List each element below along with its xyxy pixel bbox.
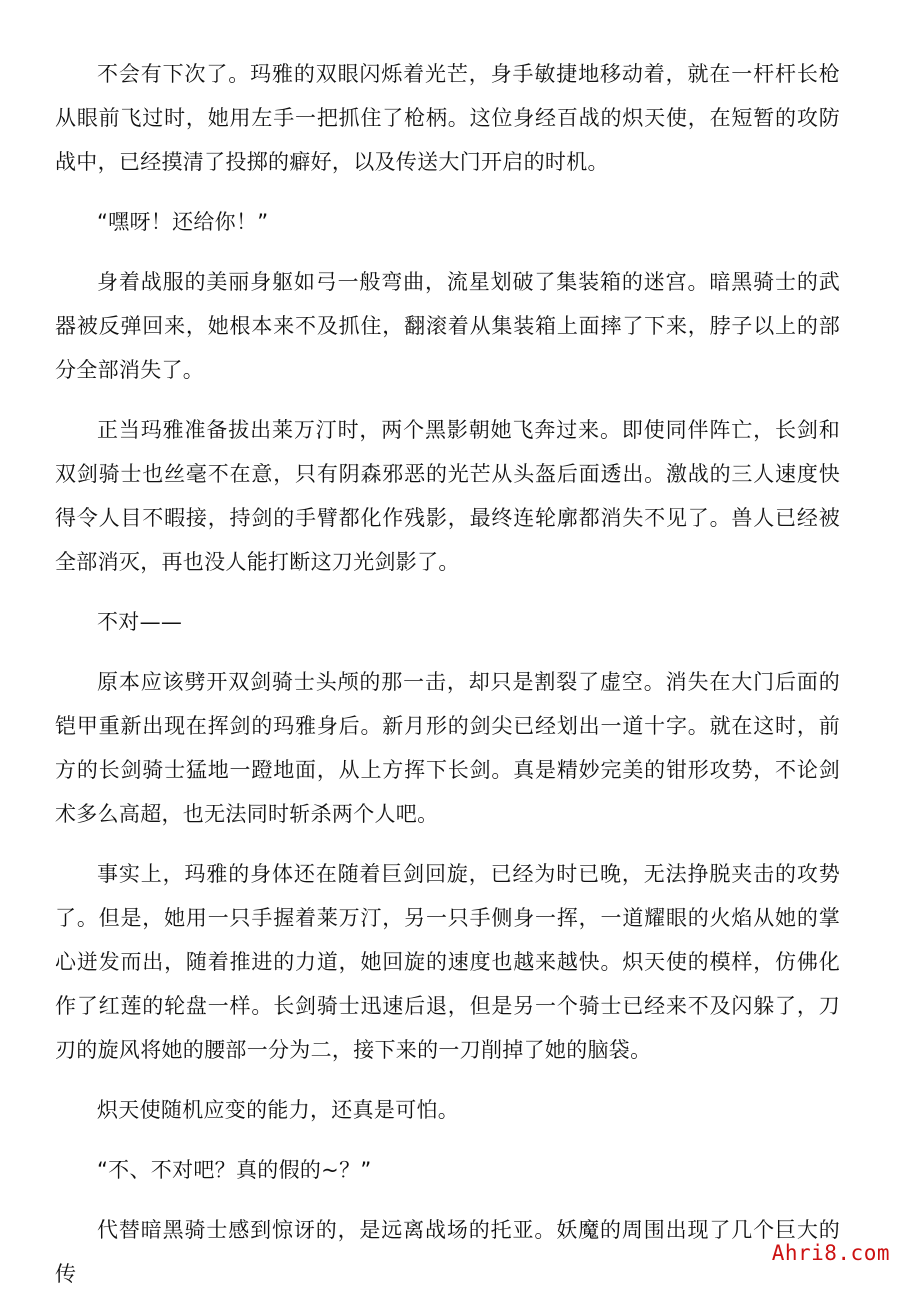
- paragraph: 原本应该劈开双剑骑士头颅的那一击，却只是割裂了虚空。消失在大门后面的铠甲重新出现在挥剑的玛雅身后。新月形的剑尖已经划出一道十字。就在这时，前方的长剑骑士猛地一蹬地面，从上方挥下长剑。真是精妙完美的钳形攻势，不论剑术多么高超，也无法同时斩杀两个人吧。: [55, 670, 840, 826]
- paragraph: 正当玛雅准备拔出莱万汀时，两个黑影朝她飞奔过来。即使同伴阵亡，长剑和双剑骑士也丝毫不在意，只有阴森邪恶的光芒从头盔后面透出。激战的三人速度快得令人目不暇接，持剑的手臂都化作残影，最终连轮廓都消失不见了。兽人已经被全部消灭，再也没人能打断这刀光剑影了。: [55, 418, 840, 574]
- paragraph: 不会有下次了。玛雅的双眼闪烁着光芒，身手敏捷地移动着，就在一杆杆长枪从眼前飞过时，她用左手一把抓住了枪柄。这位身经百战的炽天使，在短暂的攻防战中，已经摸清了投掷的癖好，以及传送大门开启的时机。: [55, 62, 840, 174]
- paragraph: 代替暗黑骑士感到惊讶的，是远离战场的托亚。妖魔的周围出现了几个巨大的传: [55, 1218, 840, 1286]
- paragraph: 炽天使随机应变的能力，还真是可怕。: [97, 1098, 460, 1122]
- watermark-text: Ahri8.com: [771, 1241, 890, 1265]
- paragraph: 身着战服的美丽身躯如弓一般弯曲，流星划破了集装箱的迷宫。暗黑骑士的武器被反弹回来，她根本来不及抓住，翻滚着从集装箱上面摔了下来，脖子以上的部分全部消失了。: [55, 270, 840, 382]
- paragraph: “嘿呀！还给你！”: [97, 210, 269, 234]
- document-body: [55, 52, 840, 1312]
- paragraph: 事实上，玛雅的身体还在随着巨剑回旋，已经为时已晚，无法挣脱夹击的攻势了。但是，她用一只手握着莱万汀，另一只手侧身一挥，一道耀眼的火焰从她的掌心迸发而出，随着推进的力道，她回旋的速度也越来越快。炽天使的模样，仿佛化作了红莲的轮盘一样。长剑骑士迅速后退，但是另一个骑士已经来不及闪躲了，刀刃的旋风将她的腰部一分为二，接下来的一刀削掉了她的脑袋。: [55, 862, 840, 1062]
- paragraph: “不、不对吧？真的假的~？”: [97, 1158, 372, 1182]
- paragraph: 不对——: [97, 610, 183, 634]
